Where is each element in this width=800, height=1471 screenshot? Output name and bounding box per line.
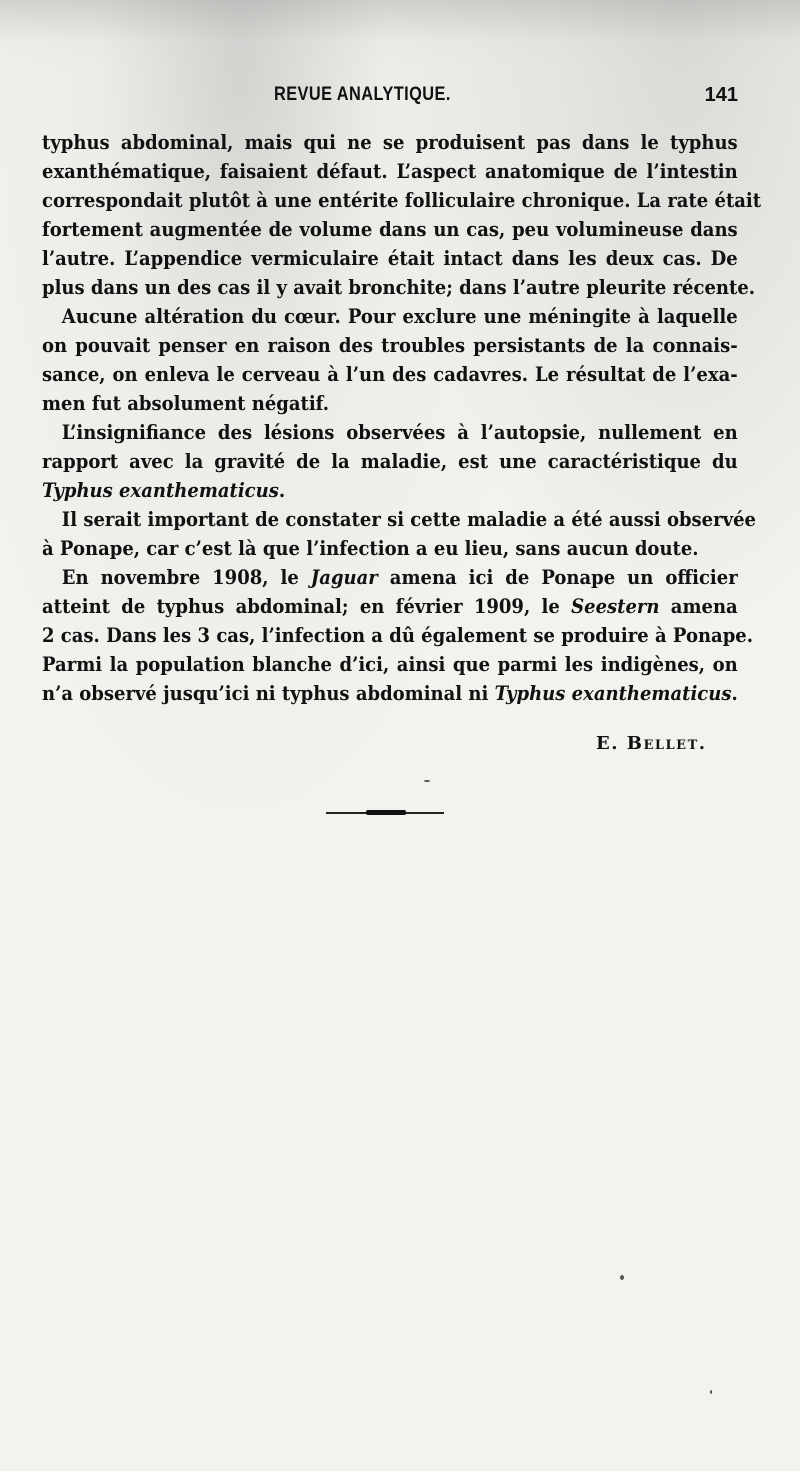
page-number: 141 xyxy=(704,84,738,106)
text-line: 2 cas. Dans les 3 cas, l’infection a dû également se produire à Ponape. xyxy=(42,623,754,647)
text-line: typhus abdominal, mais qui ne se produisent pas dans le typhus xyxy=(42,130,738,154)
running-title: REVUE ANALYTIQUE. xyxy=(274,84,451,105)
scan-speck xyxy=(620,1275,624,1280)
text-line xyxy=(42,476,738,505)
scan-speck xyxy=(710,1390,712,1394)
text-line: L’insignifiance des lésions observées à l’autopsie, nullement en xyxy=(61,420,738,444)
text-segment: En novembre 1908, le xyxy=(61,565,311,589)
scan-shadow xyxy=(0,0,800,70)
text-line: sance, on enleva le cerveau à l’un des cadavres. Le résultat de l’exa- xyxy=(42,362,738,386)
text-line: rapport avec la gravité de la maladie, est une caractéristique du xyxy=(42,449,738,473)
text-line: exanthématique, faisaient défaut. L’aspect anatomique de l’intestin xyxy=(42,159,738,183)
text-line: fortement augmentée de volume dans un cas, peu volumineuse dans xyxy=(42,217,738,241)
text-line: Il serait important de constater si cette maladie a été aussi observée xyxy=(61,507,756,531)
scan-speck xyxy=(424,780,430,782)
text-line xyxy=(42,679,738,708)
text-line: l’autre. L’appendice vermiculaire était intact dans les deux cas. De xyxy=(42,246,738,270)
text-line: correspondait plutôt à une entérite folliculaire chronique. La rate était xyxy=(42,188,762,212)
italic-term: Seestern xyxy=(571,594,660,618)
text-line: plus dans un des cas il y avait bronchite; dans l’autre pleurite récente. xyxy=(42,275,756,299)
text-segment: amena ici de Ponape un officier xyxy=(377,565,738,589)
text-segment: . xyxy=(278,478,286,502)
text-line: Parmi la population blanche d’ici, ainsi que parmi les indigènes, on xyxy=(42,652,738,676)
text-line: on pouvait penser en raison des troubles persistants de la connais- xyxy=(42,333,738,357)
text-line: à Ponape, car c’est là que l’infection a eu lieu, sans aucun doute. xyxy=(42,536,699,560)
text-segment: atteint de typhus abdominal; en février 1909, le xyxy=(42,594,572,618)
text-segment: amena xyxy=(659,594,738,618)
page-header xyxy=(42,84,738,114)
text-line xyxy=(42,563,738,592)
text-line: Aucune altération du cœur. Pour exclure une méningite à laquelle xyxy=(61,304,738,328)
text-segment: n’a observé jusqu’ici ni typhus abdominal ni xyxy=(42,681,495,705)
italic-term: Jaguar xyxy=(310,565,378,589)
article-body xyxy=(42,128,762,708)
text-line xyxy=(42,592,738,621)
text-segment: . xyxy=(731,681,738,705)
author-signature: E. Bellet. xyxy=(596,733,707,754)
italic-term: Typhus exanthematicus xyxy=(42,478,279,502)
section-divider-ornament xyxy=(366,810,406,815)
italic-term: Typhus exanthematicus xyxy=(494,681,732,705)
text-line: men fut absolument négatif. xyxy=(42,391,330,415)
